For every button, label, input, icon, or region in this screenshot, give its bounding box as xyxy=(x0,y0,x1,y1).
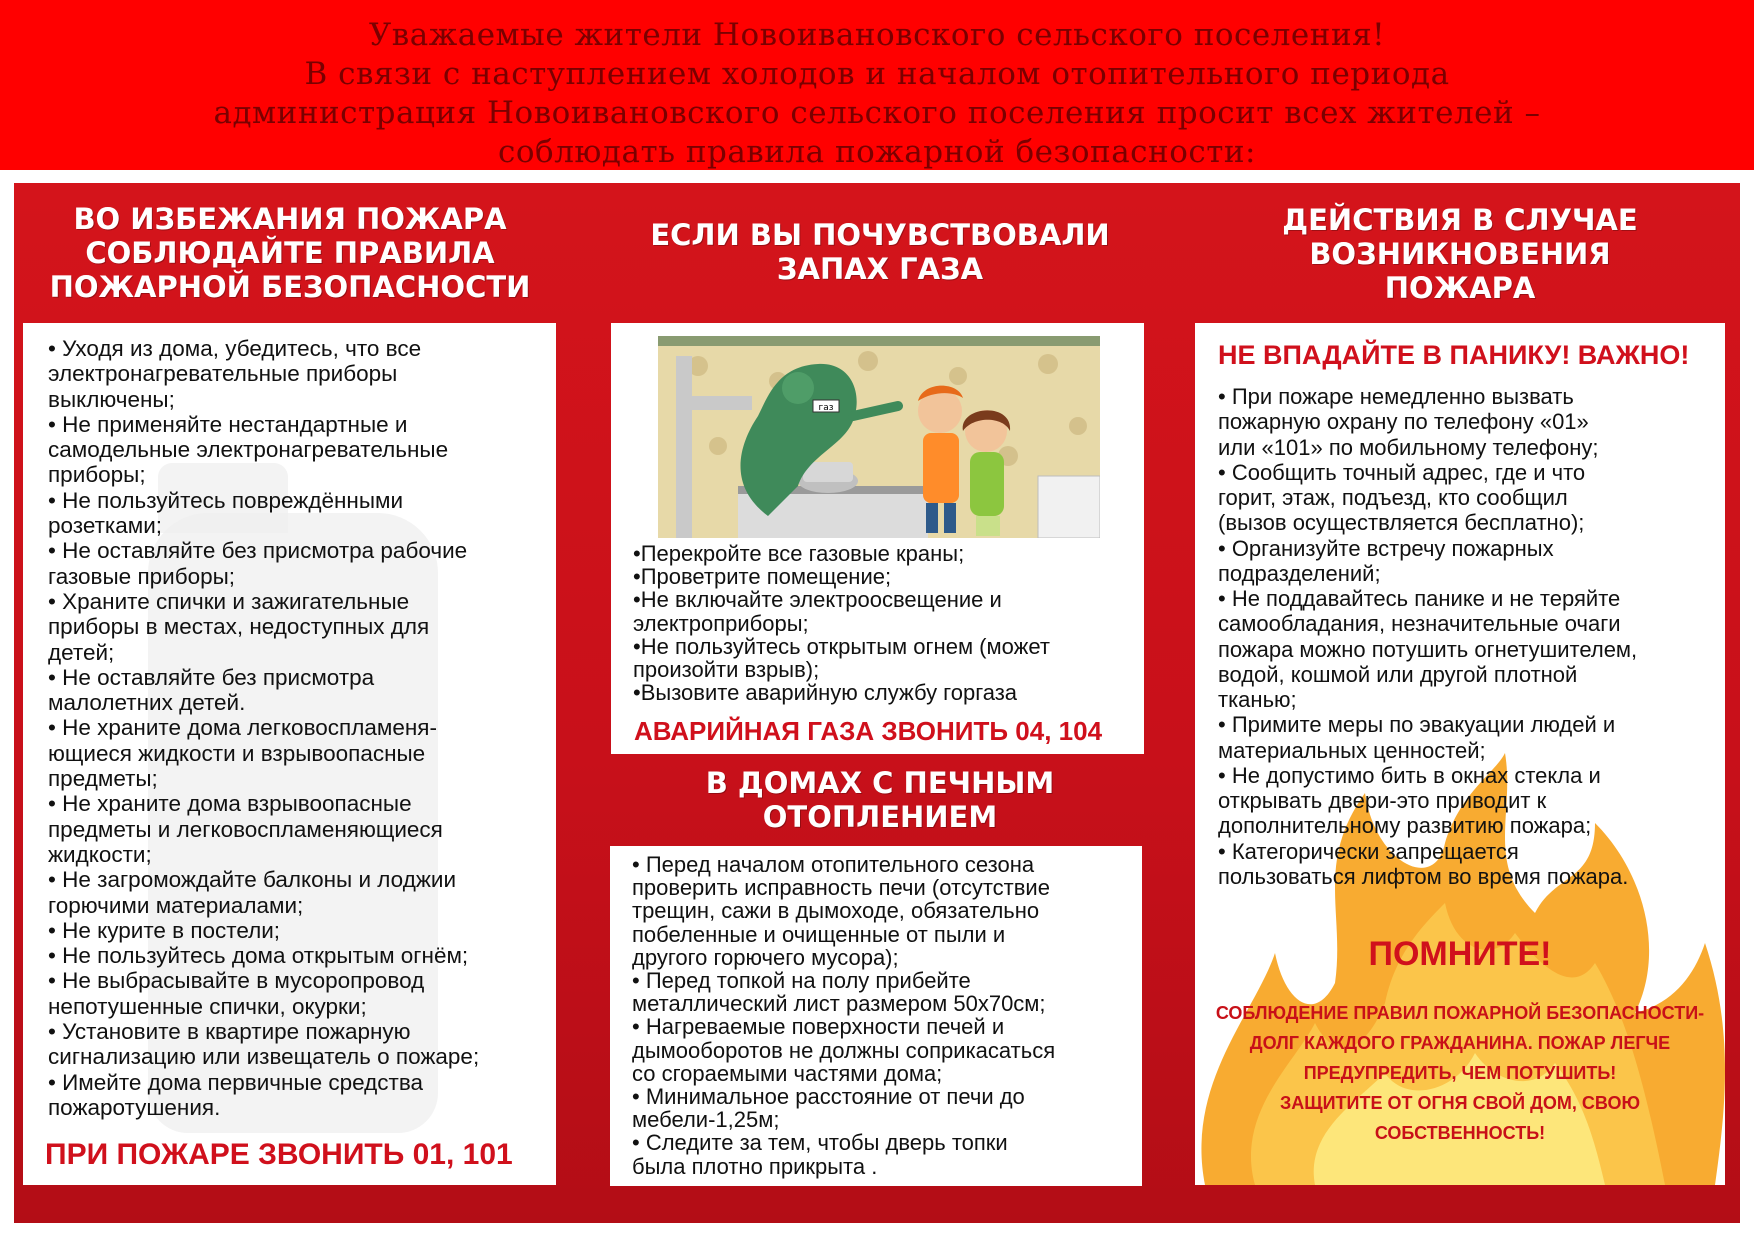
list-line: со сгораемыми частями дома; xyxy=(632,1060,943,1086)
list-line: дымооборотов не должны соприкасаться xyxy=(632,1037,1056,1063)
heading-line: СОБЛЮДАЙТЕ ПРАВИЛА xyxy=(85,236,495,270)
heading-line: ЗАПАХ ГАЗА xyxy=(776,252,984,286)
fire-prevention-rules-list xyxy=(48,336,479,1120)
list-line: • Не храните дома взрывоопасные xyxy=(48,791,412,817)
dont-panic-warning: НЕ ВПАДАЙТЕ В ПАНИКУ! ВАЖНО! xyxy=(1218,340,1690,370)
list-line: электроприборы; xyxy=(633,610,809,636)
list-line: • Не пользуйтесь дома открытым огнём; xyxy=(48,943,469,969)
list-line: непотушенные спички, окурки; xyxy=(48,993,367,1019)
list-line: • Установите в квартире пожарную xyxy=(48,1019,411,1045)
list-line: выключены; xyxy=(48,386,175,412)
list-line: самообладания, незначительные очаги xyxy=(1218,611,1621,637)
list-line: •Не пользуйтесь открытым огнем (может xyxy=(633,633,1050,659)
list-line: • Не загромождайте балконы и лоджии xyxy=(48,867,457,893)
list-line: • Нагреваемые поверхности печей и xyxy=(632,1014,1005,1040)
list-line: • Не поддавайтесь панике и не теряйте xyxy=(1218,586,1621,611)
remember-line: ПРЕДУПРЕДИТЬ, ЧЕМ ПОТУШИТЬ! xyxy=(1303,1063,1617,1083)
header-line: В связи с наступлением холодов и началом отопительного периода xyxy=(304,56,1450,92)
list-line: сигнализацию или извещатель о пожаре; xyxy=(48,1044,480,1070)
list-line: самодельные электронагревательные xyxy=(48,437,449,463)
stove-rules-list xyxy=(632,853,1055,1178)
header-line: Уважаемые жители Новоивановского сельского поселения! xyxy=(368,17,1386,53)
list-line: пожарную охрану по телефону «01» xyxy=(1218,409,1589,435)
list-line: мебели-1,25м; xyxy=(632,1107,780,1133)
list-line: газовые приборы; xyxy=(48,563,236,589)
list-line: •Не включайте электроосвещение и xyxy=(633,587,1002,613)
list-line: произойти взрыв); xyxy=(633,657,820,683)
list-line: ющиеся жидкости и взрывоопасные xyxy=(48,740,426,766)
list-line: • Не храните дома легковоспламеня- xyxy=(48,715,437,741)
list-line: тканью; xyxy=(1218,687,1297,712)
remember-message xyxy=(1190,998,1730,1148)
list-line: пожаротушения. xyxy=(48,1094,221,1120)
list-line: электронагревательные приборы xyxy=(48,361,398,387)
list-line: дополнительному развитию пожара; xyxy=(1218,813,1592,839)
fire-emergency-number: ПРИ ПОЖАРЕ ЗВОНИТЬ 01, 101 xyxy=(45,1138,513,1171)
gas-label: газ xyxy=(818,403,834,413)
fire-actions-heading xyxy=(1190,203,1730,305)
list-line: •Перекройте все газовые краны; xyxy=(633,541,965,566)
list-line: розетками; xyxy=(48,513,163,539)
list-line: • Категорически запрещается xyxy=(1218,838,1519,864)
heading-line: ВО ИЗБЕЖАНИЯ ПОЖАРА xyxy=(73,202,507,236)
list-line: • Не пользуйтесь повреждёнными xyxy=(48,487,404,513)
list-line: другого горючего мусора); xyxy=(632,944,899,970)
list-line: • Примите меры по эвакуации людей и xyxy=(1218,712,1616,738)
header-line: администрация Новоивановского сельского поселения просит всех жителей – xyxy=(213,95,1541,131)
remember-line: СОБСТВЕННОСТЬ! xyxy=(1374,1123,1546,1143)
list-line: предметы и легковоспламеняющиеся xyxy=(48,816,443,842)
list-line: • Храните спички и зажигательные xyxy=(48,588,410,614)
list-line: приборы; xyxy=(48,462,146,488)
list-line: или «101» по мобильному телефону; xyxy=(1218,434,1599,460)
list-line: подразделений; xyxy=(1218,560,1381,586)
list-line: пользоваться лифтом во время пожара. xyxy=(1218,863,1629,889)
list-line: малолетних детей. xyxy=(48,690,246,716)
header-announcement xyxy=(0,16,1754,172)
list-line: была плотно прикрыта . xyxy=(632,1153,878,1179)
gas-leak-illustration xyxy=(658,336,1100,538)
list-line: трещин, сажи в дымоходе, обязательно xyxy=(632,898,1040,924)
list-line: побеленные и очищенные от пыли и xyxy=(632,921,1006,947)
fire-actions-list xyxy=(1218,384,1637,889)
gas-actions-list xyxy=(633,542,1050,704)
list-line: горючими материалами; xyxy=(48,892,304,918)
heading-line: ЕСЛИ ВЫ ПОЧУВСТВОВАЛИ xyxy=(650,218,1110,252)
list-line: • Не курите в постели; xyxy=(48,917,281,943)
list-line: • Не выбрасывайте в мусоропровод xyxy=(48,968,425,994)
list-line: • Не применяйте нестандартные и xyxy=(48,411,408,437)
list-line: • Перед началом отопительного сезона xyxy=(632,852,1035,877)
left-column-heading xyxy=(30,202,550,304)
remember-line: СОБЛЮДЕНИЕ ПРАВИЛ ПОЖАРНОЙ БЕЗОПАСНОСТИ- xyxy=(1215,1003,1705,1023)
list-line: • Уходя из дома, убедитесь, что все xyxy=(48,336,422,361)
remember-title: ПОМНИТЕ! xyxy=(1368,935,1552,973)
list-line: • Сообщить точный адрес, где и что xyxy=(1218,459,1586,485)
list-line: водой, кошмой или другой плотной xyxy=(1218,661,1578,687)
heading-line: В ДОМАХ С ПЕЧНЫМ xyxy=(705,766,1055,800)
list-line: материальных ценностей; xyxy=(1218,737,1486,763)
gas-emergency-number: АВАРИЙНАЯ ГАЗА ЗВОНИТЬ 04, 104 xyxy=(634,716,1103,746)
header-line: соблюдать правила пожарной безопасности: xyxy=(498,134,1256,170)
list-line: проверить исправность печи (отсутствие xyxy=(632,875,1050,901)
gas-smell-heading xyxy=(610,218,1150,286)
list-line: жидкости; xyxy=(48,841,152,867)
list-line: (вызов осуществляется бесплатно); xyxy=(1218,510,1585,536)
list-line: приборы в местах, недоступных для xyxy=(48,614,430,640)
list-line: • Не допустимо бить в окнах стекла и xyxy=(1218,762,1601,788)
list-line: • Следите за тем, чтобы дверь топки xyxy=(632,1130,1008,1156)
heading-line: ОТОПЛЕНИЕМ xyxy=(762,800,998,834)
list-line: предметы; xyxy=(48,766,158,792)
list-line: • Перед топкой на полу прибейте xyxy=(632,968,971,994)
list-line: металлический лист размером 50х70см; xyxy=(632,991,1046,1017)
heading-line: ДЕЙСТВИЯ В СЛУЧАЕ xyxy=(1282,203,1638,237)
list-line: • Не оставляйте без присмотра рабочие xyxy=(48,538,468,564)
list-line: горит, этаж, подъезд, кто сообщил xyxy=(1218,485,1568,510)
list-line: пожара можно потушить огнетушителем, xyxy=(1218,636,1638,662)
remember-line: ЗАЩИТИТЕ ОТ ОГНЯ СВОЙ ДОМ, СВОЮ xyxy=(1279,1093,1641,1113)
list-line: • Имейте дома первичные средства xyxy=(48,1069,424,1095)
list-line: • Минимальное расстояние от печи до xyxy=(632,1084,1025,1110)
remember-line: ДОЛГ КАЖДОГО ГРАЖДАНИНА. ПОЖАР ЛЕГЧЕ xyxy=(1249,1033,1671,1053)
stove-heating-heading xyxy=(600,766,1160,834)
list-line: детей; xyxy=(48,639,115,665)
heading-line: ПОЖАРНОЙ БЕЗОПАСНОСТИ xyxy=(49,270,531,304)
list-line: • При пожаре немедленно вызвать xyxy=(1218,384,1574,409)
list-line: •Вызовите аварийную службу горгаза xyxy=(633,680,1018,706)
list-line: • Организуйте встречу пожарных xyxy=(1218,535,1554,561)
heading-line: ВОЗНИКНОВЕНИЯ xyxy=(1309,237,1611,271)
heading-line: ПОЖАРА xyxy=(1384,271,1536,305)
list-line: открывать двери-это приводит к xyxy=(1218,788,1547,813)
list-line: • Не оставляйте без присмотра xyxy=(48,664,375,690)
list-line: •Проветрите помещение; xyxy=(633,564,892,590)
